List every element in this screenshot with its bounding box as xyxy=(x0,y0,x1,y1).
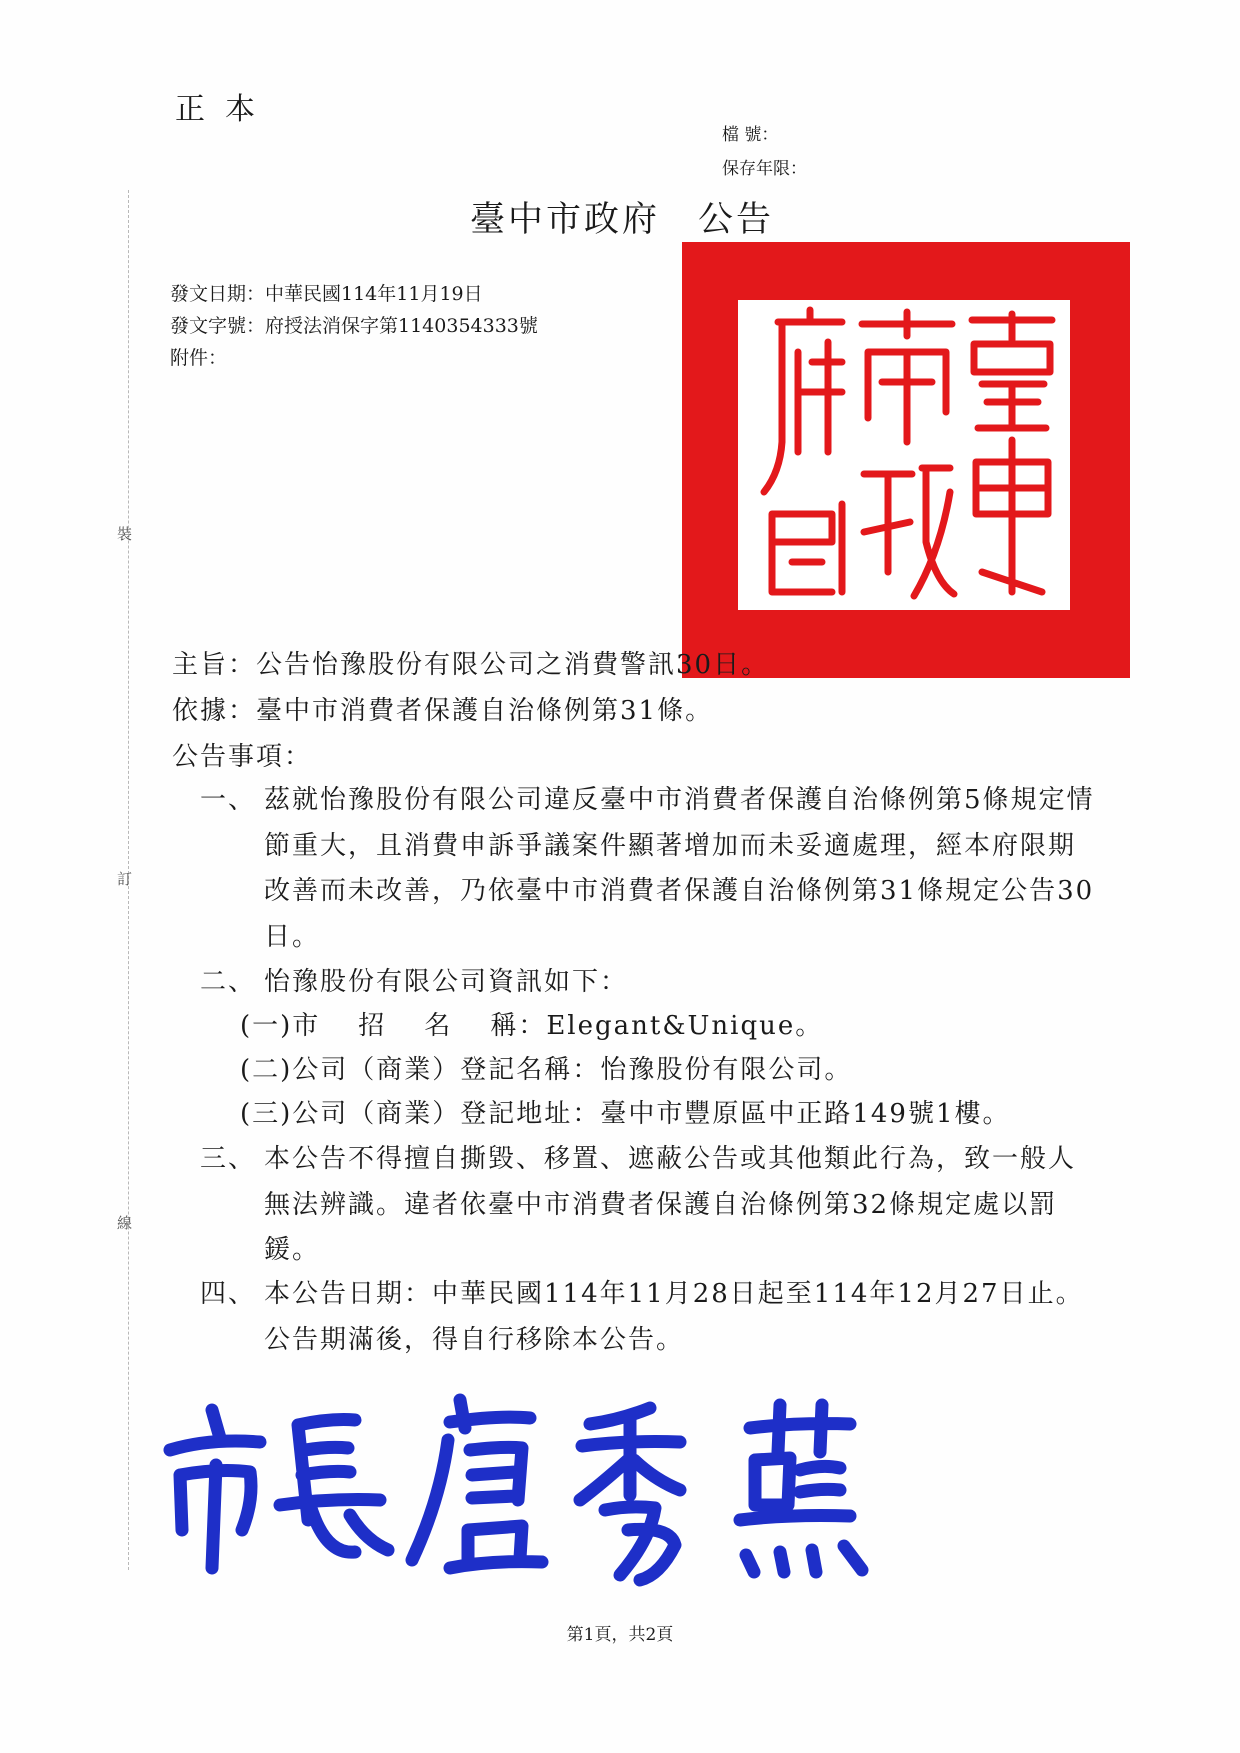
matter-number: 二、 xyxy=(200,967,257,997)
matter-text: 茲就怡豫股份有限公司違反臺中市消費者保護自治條例第5條規定情節重大，且消費申訴爭議案件顯著增加而未妥適處理，經本府限期改善而未改善，乃依臺中市消費者保護自治條例第31條規定公告30日。 xyxy=(264,785,1095,952)
info-prefix: (二) xyxy=(240,1055,293,1085)
matter-item-1 xyxy=(200,778,1095,960)
info-value: ：臺中市豐原區中正路149號1樓。 xyxy=(572,1099,1011,1129)
company-info-shop-name xyxy=(240,1004,823,1049)
matter-text: 本公告不得擅自撕毀、移置、遮蔽公告或其他類此行為，致一般人無法辨識。違者依臺中市消費者保護自治條例第32條規定處以罰鍰。 xyxy=(264,1144,1077,1265)
document-meta xyxy=(170,278,538,374)
page-indicator: 第1頁，共2頁 xyxy=(566,1625,674,1645)
info-label: 市招名 xyxy=(292,1011,491,1041)
matter-item-2 xyxy=(200,960,1095,1006)
title-agency: 臺中市政府 xyxy=(470,200,661,240)
info-prefix: (一) xyxy=(240,1011,293,1041)
matter-number: 三、 xyxy=(200,1144,257,1174)
copy-mark: 正本 xyxy=(175,92,275,127)
title-doc-type: 公告 xyxy=(698,200,775,240)
mayor-signature-icon xyxy=(150,1380,950,1590)
matter-number: 一、 xyxy=(200,785,257,815)
official-seal-icon xyxy=(682,242,1130,678)
basis-line: 依據：臺中市消費者保護自治條例第31條。 xyxy=(172,696,714,726)
matter-item-4 xyxy=(200,1272,1095,1363)
document-number: 發文字號：府授法消保字第1140354333號 xyxy=(170,315,538,337)
matter-item-3 xyxy=(200,1137,1095,1274)
info-prefix: (三) xyxy=(240,1099,293,1129)
issue-date: 發文日期：中華民國114年11月19日 xyxy=(170,283,483,305)
attachment-label: 附件： xyxy=(170,347,228,369)
matter-text: 本公告日期：中華民國114年11月28日起至114年12月27日止。公告期滿後，得自行移除本公告。 xyxy=(264,1279,1084,1355)
filing-info xyxy=(722,118,807,186)
binding-mark-xian: 線 xyxy=(117,1214,133,1232)
binding-mark-ding: 訂 xyxy=(117,870,133,888)
page-title xyxy=(470,192,774,242)
subject-line: 主旨：公告怡豫股份有限公司之消費警訊30日。 xyxy=(172,650,770,680)
info-label: 公司（商業）登記名稱 xyxy=(292,1055,573,1085)
matter-text: 怡豫股份有限公司資訊如下： xyxy=(264,967,629,997)
retention-period-label: 保存年限： xyxy=(722,159,807,179)
info-label-end: 稱 xyxy=(490,1011,519,1041)
company-info-registered-name xyxy=(240,1048,852,1093)
info-value: ：怡豫股份有限公司。 xyxy=(572,1055,853,1085)
binding-mark-zhuang: 裝 xyxy=(117,525,133,543)
matters-heading: 公告事項： xyxy=(172,742,313,772)
matter-number: 四、 xyxy=(200,1279,257,1309)
info-value: ：Elegant&Unique。 xyxy=(518,1011,824,1041)
info-label: 公司（商業）登記地址 xyxy=(292,1099,573,1129)
file-number-label: 檔 號： xyxy=(722,125,779,145)
company-info-registered-address xyxy=(240,1092,1010,1137)
